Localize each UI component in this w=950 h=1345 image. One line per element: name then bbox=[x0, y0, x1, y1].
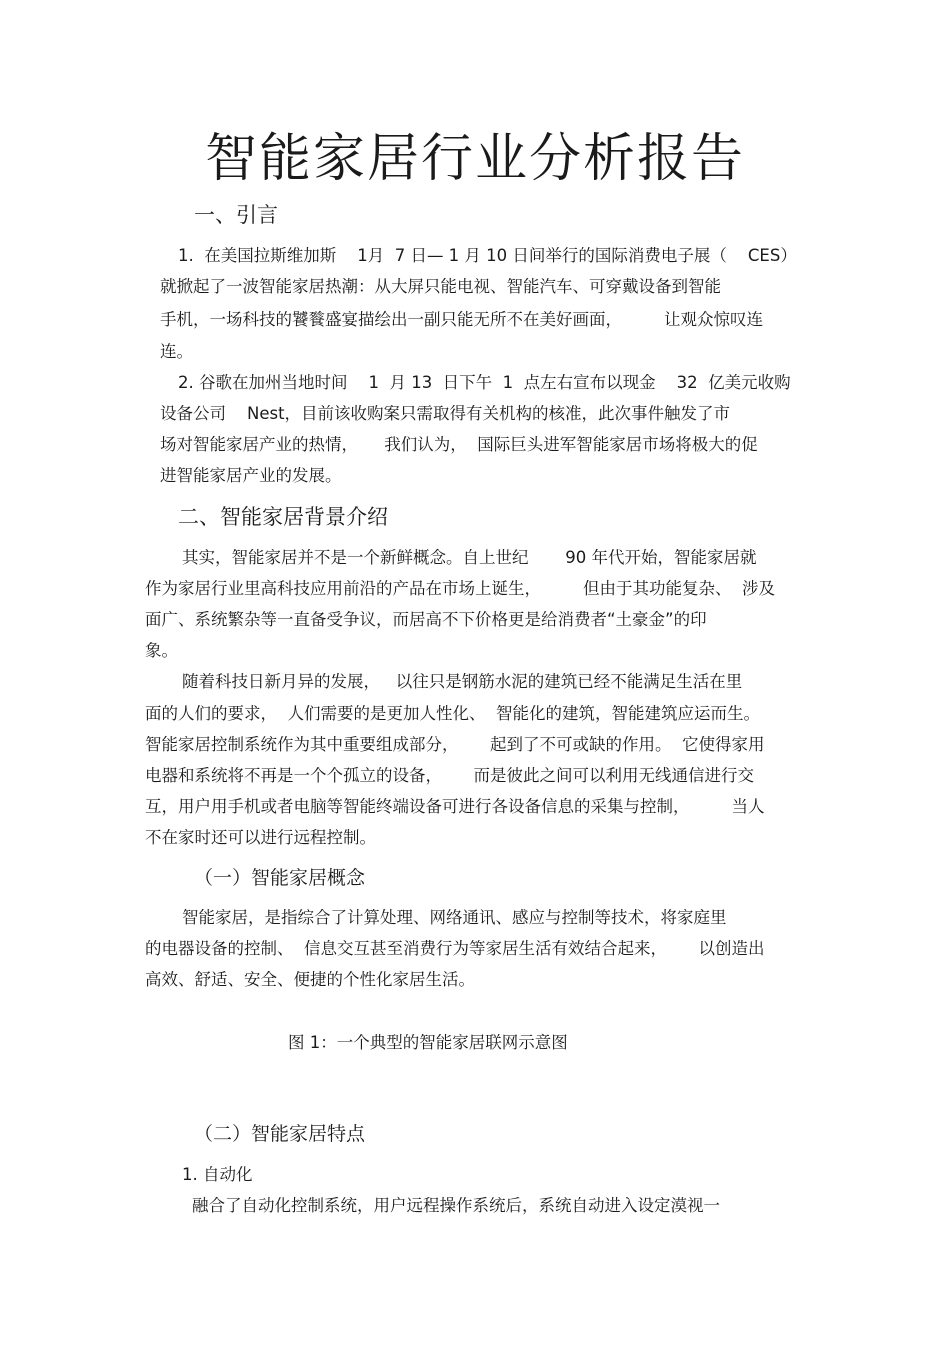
paragraph-line: 进智能家居产业的发展。 bbox=[160, 466, 342, 485]
paragraph-line: 互，用户用手机或者电脑等智能终端设备可进行各设备信息的采集与控制， 当人 bbox=[145, 797, 765, 816]
paragraph-line: 面广、系统繁杂等一直备受争议，而居高不下价格更是给消费者“土豪金”的印 bbox=[145, 610, 707, 629]
paragraph-line: 不在家时还可以进行远程控制。 bbox=[145, 828, 376, 847]
subsection-heading-features: （二）智能家居特点 bbox=[194, 1123, 366, 1145]
paragraph-line: 手机，一场科技的饕餮盛宴描绘出一副只能无所不在美好画面， 让观众惊叹连 bbox=[160, 310, 763, 329]
list-item-label: 1. 自动化 bbox=[182, 1165, 253, 1184]
paragraph-line: 设备公司 Nest，目前该收购案只需取得有关机构的核准，此次事件触发了市 bbox=[160, 404, 731, 423]
subsection-heading-concept: （一）智能家居概念 bbox=[194, 867, 366, 889]
paragraph-line: 2. 谷歌在加州当地时间 1 月 13 日下午 1 点左右宣布以现金 32 亿美元收购 bbox=[178, 373, 791, 392]
paragraph-line: 融合了自动化控制系统，用户远程操作系统后，系统自动进入设定漠视一 bbox=[192, 1196, 720, 1215]
paragraph-line: 的电器设备的控制、 信息交互甚至消费行为等家居生活有效结合起来， 以创造出 bbox=[145, 939, 765, 958]
paragraph-line: 场对智能家居产业的热情， 我们认为， 国际巨头进军智能家居市场将极大的促 bbox=[160, 435, 758, 454]
paragraph-line: 作为家居行业里高科技应用前沿的产品在市场上诞生， 但由于其功能复杂、 涉及 bbox=[145, 579, 775, 598]
paragraph-line: 就掀起了一波智能家居热潮：从大屏只能电视、智能汽车、可穿戴设备到智能 bbox=[160, 277, 721, 296]
section-heading-background: 二、智能家居背景介绍 bbox=[178, 505, 388, 529]
paragraph-line: 连。 bbox=[160, 342, 193, 361]
paragraph-line: 随着科技日新月异的发展， 以往只是钢筋水泥的建筑已经不能满足生活在里 bbox=[182, 672, 743, 691]
paragraph-line: 其实，智能家居并不是一个新鲜概念。自上世纪 90 年代开始，智能家居就 bbox=[182, 548, 757, 567]
paragraph-line: 电器和系统将不再是一个个孤立的设备， 而是彼此之间可以利用无线通信进行交 bbox=[145, 766, 754, 785]
paragraph-line: 高效、舒适、安全、便捷的个性化家居生活。 bbox=[145, 970, 475, 989]
paragraph-line: 智能家居控制系统作为其中重要组成部分， 起到了不可或缺的作用。 它使得家用 bbox=[145, 735, 765, 754]
paragraph-line: 智能家居，是指综合了计算处理、网络通讯、感应与控制等技术，将家庭里 bbox=[182, 908, 727, 927]
paragraph-line: 面的人们的要求， 人们需要的是更加人性化、 智能化的建筑，智能建筑应运而生。 bbox=[145, 704, 760, 723]
paragraph-line: 1. 在美国拉斯维加斯 1月 7 日— 1 月 10 日间举行的国际消费电子展（ CES） bbox=[178, 246, 797, 265]
section-heading-intro: 一、引言 bbox=[194, 203, 278, 227]
document-title: 智能家居行业分析报告 bbox=[204, 129, 745, 189]
figure-caption: 图 1：一个典型的智能家居联网示意图 bbox=[288, 1033, 568, 1052]
paragraph-line: 象。 bbox=[145, 641, 178, 660]
